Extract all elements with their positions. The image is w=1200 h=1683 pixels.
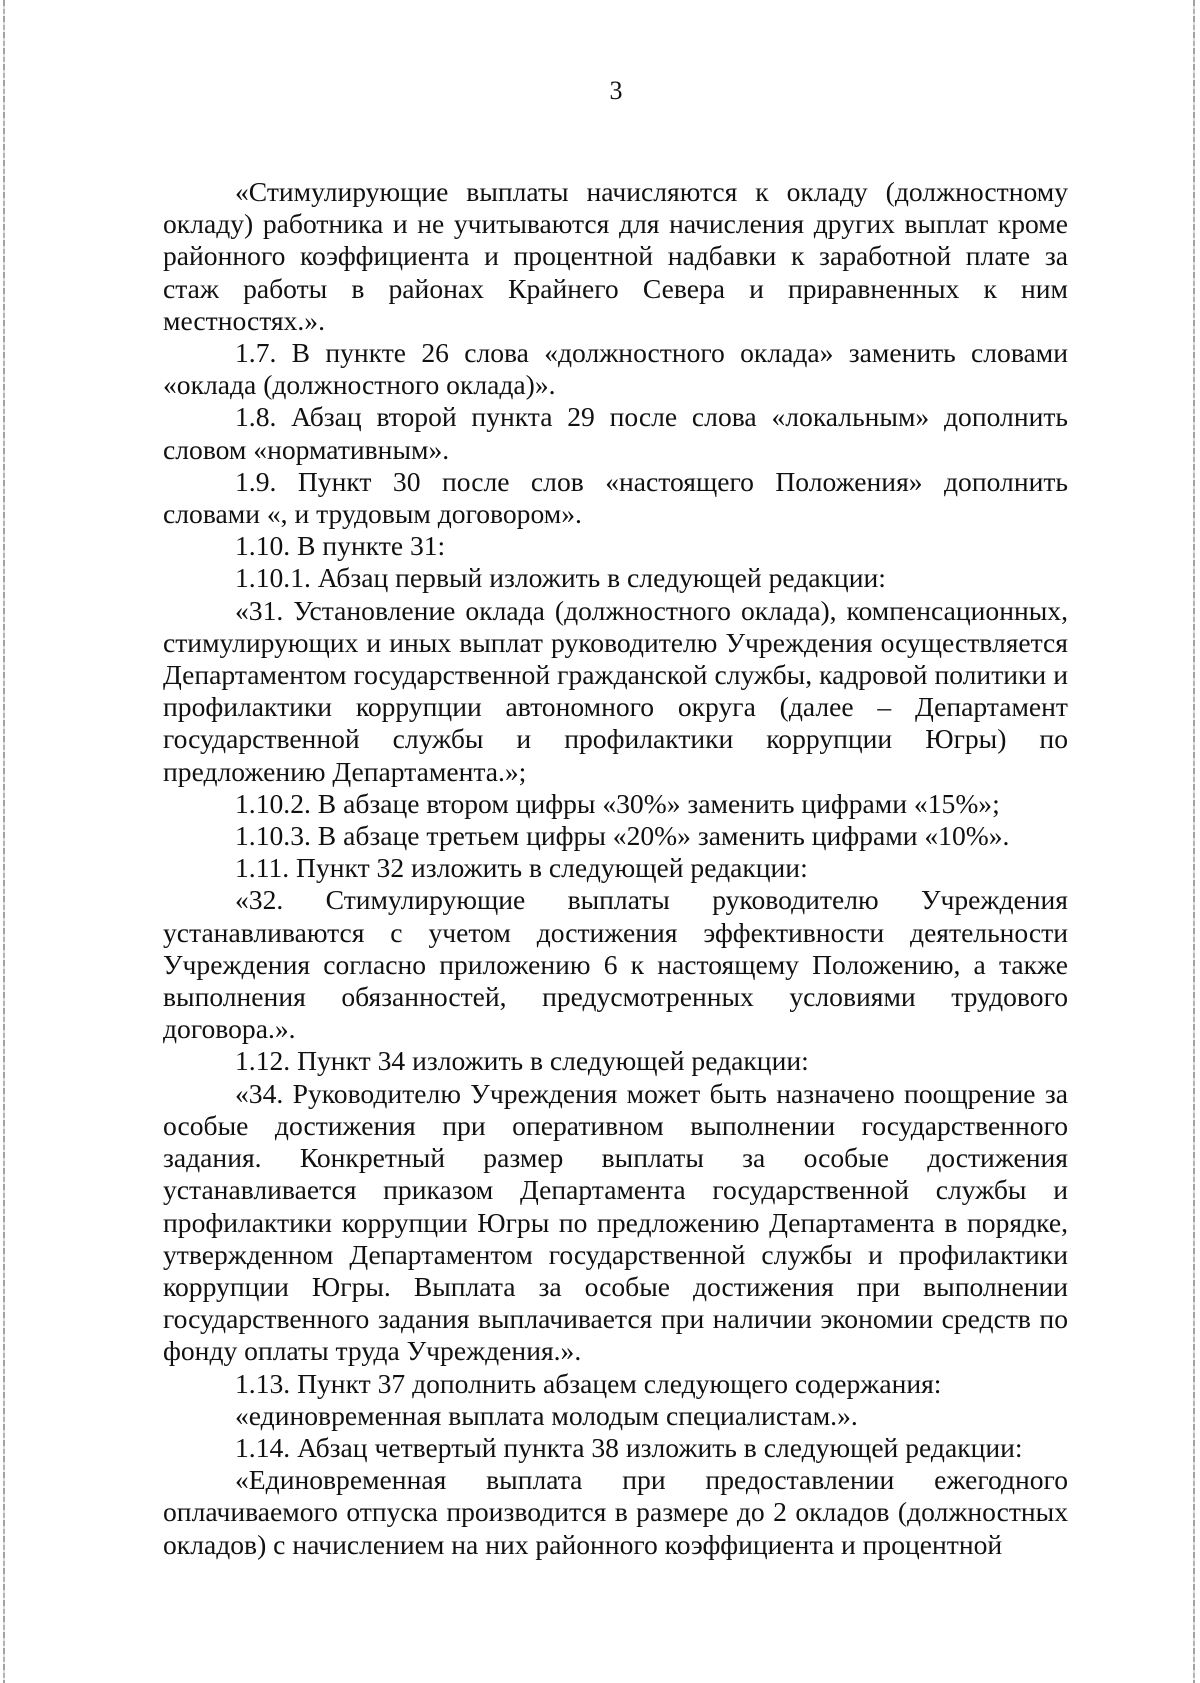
paragraph-item-32-quote: «32. Стимулирующие выплаты руководителю Учреждения устанавливаются с учетом достижения эффективности деятельности Учреждения согласно приложению 6 к настоящему Положению, а также выполнения обязанностей, предусмотренных условиями трудового договора.».: [163, 884, 1068, 1045]
paragraph-stimulating-payments-quote: «Стимулирующие выплаты начисляются к окладу (должностному окладу) работника и не учитываются для начисления других выплат кроме районного коэффициента и процентной надбавки к заработной плате за стаж работы в районах Крайнего Севера и приравненных к ним местностях.».: [163, 176, 1068, 336]
paragraph-1-14: 1.14. Абзац четвертый пункта 38 изложить в следующей редакции:: [235, 1431, 1023, 1463]
scan-edge-right: [1193, 0, 1195, 1683]
paragraph-1-12: 1.12. Пункт 34 изложить в следующей редакции:: [235, 1045, 809, 1077]
paragraph-1-11: 1.11. Пункт 32 изложить в следующей редакции:: [235, 852, 808, 884]
paragraph-item-31-quote: «31. Установление оклада (должностного оклада), компенсационных, стимулирующих и иных выплат руководителю Учреждения осуществляется Департаментом государственной гражданской службы, кадровой политики и профилактики коррупции автономного округа (далее – Департамент государственной службы и профилактики коррупции Югры) по предложению Департамента.»;: [163, 594, 1068, 787]
paragraph-1-10: 1.10. В пункте 31:: [235, 530, 446, 562]
scan-edge-left: [3, 0, 5, 1683]
paragraph-1-13: 1.13. Пункт 37 дополнить абзацем следующего содержания:: [235, 1367, 942, 1399]
paragraph-1-9: 1.9. Пункт 30 после слов «настоящего Положения» дополнить словами «, и трудовым договором».: [163, 465, 1068, 530]
paragraph-young-specialists-quote: «единовременная выплата молодым специалистам.».: [235, 1399, 858, 1431]
paragraph-item-34-quote: «34. Руководителю Учреждения может быть назначено поощрение за особые достижения при оперативном выполнении государственного задания. Конкретный размер выплаты за особые достижения устанавливается приказом Департамента государственной службы и профилактики коррупции Югры по предложению Департамента в порядке, утвержденном Департаментом государственной службы и профилактики коррупции Югры. Выплата за особые достижения при выполнении государственного задания выплачивается при наличии экономии средств по фонду оплаты труда Учреждения.».: [163, 1077, 1068, 1367]
paragraph-1-7: 1.7. В пункте 26 слова «должностного оклада» заменить словами «оклада (должностного оклада)».: [163, 337, 1068, 401]
document-body: [163, 176, 1068, 1561]
paragraph-lump-sum-payment-quote: «Единовременная выплата при предоставлении ежегодного оплачиваемого отпуска производится в размере до 2 окладов (должностных окладов) с начислением на них районного коэффициента и процентной: [163, 1464, 1068, 1560]
paragraph-1-10-1: 1.10.1. Абзац первый изложить в следующей редакции:: [235, 562, 886, 594]
paragraph-1-8: 1.8. Абзац второй пункта 29 после слова «локальным» дополнить словом «нормативным».: [163, 401, 1068, 465]
paragraph-1-10-2: 1.10.2. В абзаце втором цифры «30%» заменить цифрами «15%»;: [235, 787, 1000, 819]
paragraph-1-10-3: 1.10.3. В абзаце третьем цифры «20%» заменить цифрами «10%».: [235, 820, 1010, 852]
page-number: 3: [609, 76, 623, 105]
